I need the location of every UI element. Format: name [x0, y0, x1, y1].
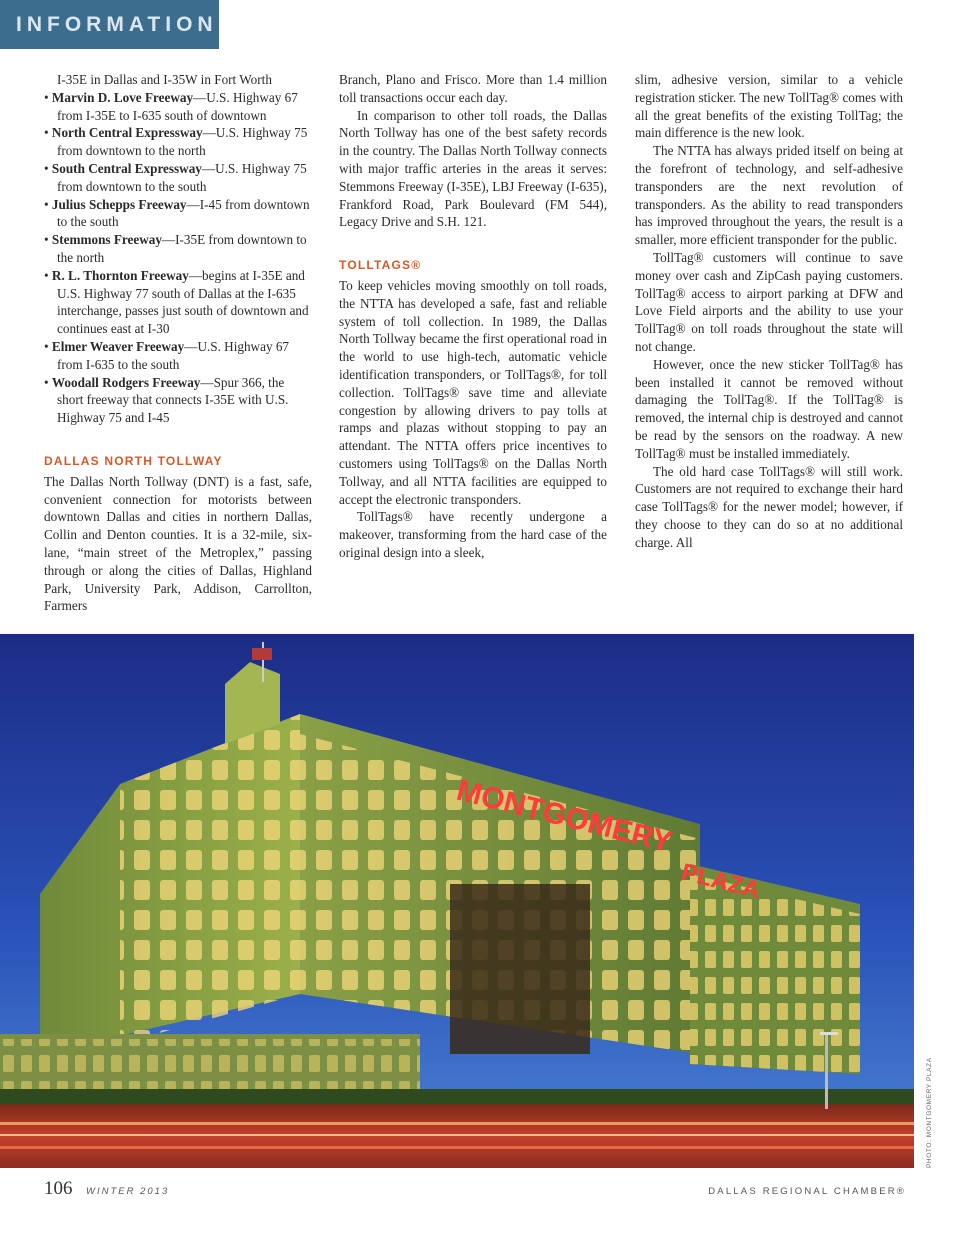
makeover-paragraph: TollTags® have recently undergone a makeover, transforming from the hard case of the original design into a sleek,: [339, 509, 607, 560]
freeway-item: • R. L. Thornton Freeway—begins at I-35E and U.S. Highway 77 south of Dallas at the I-635 interchange, passes just south of downtown and continues east at I-30: [44, 267, 309, 337]
column-3-continuation: slim, adhesive version, similar to a vehicle registration sticker. The new TollTag® comes with all the great benefits of the existing TollTag; the main difference is the new look.: [635, 72, 903, 141]
freeway-item: • Woodall Rodgers Freeway—Spur 366, the short freeway that connects I-35E with U.S. Highway 75 and I-45: [44, 374, 289, 426]
column-1-lead: I-35E in Dallas and I-35W in Fort Worth: [57, 72, 272, 87]
freeway-item: • North Central Expressway—U.S. Highway 75 from downtown to the north: [44, 125, 308, 159]
section-heading-dnt: DALLAS NORTH TOLLWAY: [44, 453, 223, 468]
column-3: [635, 71, 903, 552]
building-photo: [0, 634, 914, 1168]
freeway-item: • Julius Schepps Freeway—I-45 from downtown to the south: [44, 196, 310, 230]
montgomery-plaza-illustration: [0, 634, 914, 1168]
neon-sign-plaza: PLAZA: [678, 858, 763, 905]
freeway-item: • South Central Expressway—U.S. Highway 75 from downtown to the south: [44, 160, 307, 194]
section-tab: INFORMATION: [0, 0, 219, 49]
savings-paragraph: TollTag® customers will continue to save money over cash and ZipCash paying customers. TollTag® access to airport parking at DFW and Love Field airports and the ability to use your TollTag® on toll roads throughout the state will not change.: [635, 249, 903, 354]
column-2: [339, 71, 607, 562]
freeway-list: [44, 89, 312, 427]
section-heading-tolltags: TOLLTAGS®: [339, 258, 422, 273]
old-tags-paragraph: The old hard case TollTags® will still work. Customers are not required to exchange their hard case TollTags® for the newer model; however, if they choose to they can do so at no additional charge. All: [635, 463, 903, 550]
issue-label: WINTER 2013: [86, 1186, 170, 1197]
safety-paragraph: In comparison to other toll roads, the Dallas North Tollway has one of the best safety records in the country. The Dallas North Tollway connects with major traffic arteries in the areas it serves: Stemmons Freeway (I-35E), LBJ Freeway (I-635), Frankford Road, Park Boulevard (FM 544), Legacy Drive and S.H. 121.: [339, 107, 607, 230]
tolltags-paragraph: To keep vehicles moving smoothly on toll roads, the NTTA has developed a safe, fast and reliable system of toll collection. In 1989, the Dallas North Tollway became the first operational road in the world to use high-tech, automatic vehicle identification transponders, or TollTags®, for toll collection. TollTags® save time and alleviate congestion by allowing drivers to pay tolls at ramps and plazas without stopping to pay an attendant. The NTTA offers price incentives to customers using TollTags® on the Dallas North Tollway, and all NTTA facilities are equipped to accept the electronic transponders.: [339, 277, 607, 507]
column-2-continuation: Branch, Plano and Frisco. More than 1.4 million toll transactions occur each day.: [339, 72, 607, 105]
page-number: 106: [44, 1178, 73, 1199]
dnt-paragraph: The Dallas North Tollway (DNT) is a fast, safe, convenient connection for motorists between downtown Dallas and cities in northern Dallas, Collin and Denton counties. It is a 32-mile, six-lane, “main street of the Metroplex,” passing through or along the cities of Dallas, Highland Park, University Park, Addison, Carrollton, Farmers: [44, 473, 312, 614]
column-1: [44, 71, 312, 615]
sticker-paragraph: However, once the new sticker TollTag® has been installed it cannot be removed without damaging the TollTag®. If the TollTag® is removed, the internal chip is destroyed and cannot be read by the sensors on the roadway. A new TollTag® must be installed immediately.: [635, 356, 903, 461]
photo-credit: PHOTO: MONTGOMERY PLAZA: [926, 1057, 933, 1168]
freeway-item: • Elmer Weaver Freeway—U.S. Highway 67 from I-635 to the south: [44, 338, 290, 372]
neon-sign-montgomery: MONTGOMERY: [453, 773, 676, 860]
technology-paragraph: The NTTA has always prided itself on being at the forefront of technology, and self-adhesive transponders are the next revolution of transponders. As the ability to read transponders has improved throughout the years, the result is a smaller, more efficient transponder for the public.: [635, 143, 903, 248]
freeway-item: • Marvin D. Love Freeway—U.S. Highway 67 from I-35E to I-635 south of downtown: [44, 89, 298, 123]
publication-name: DALLAS REGIONAL CHAMBER®: [708, 1186, 906, 1197]
freeway-item: • Stemmons Freeway—I-35E from downtown to the north: [44, 232, 307, 265]
